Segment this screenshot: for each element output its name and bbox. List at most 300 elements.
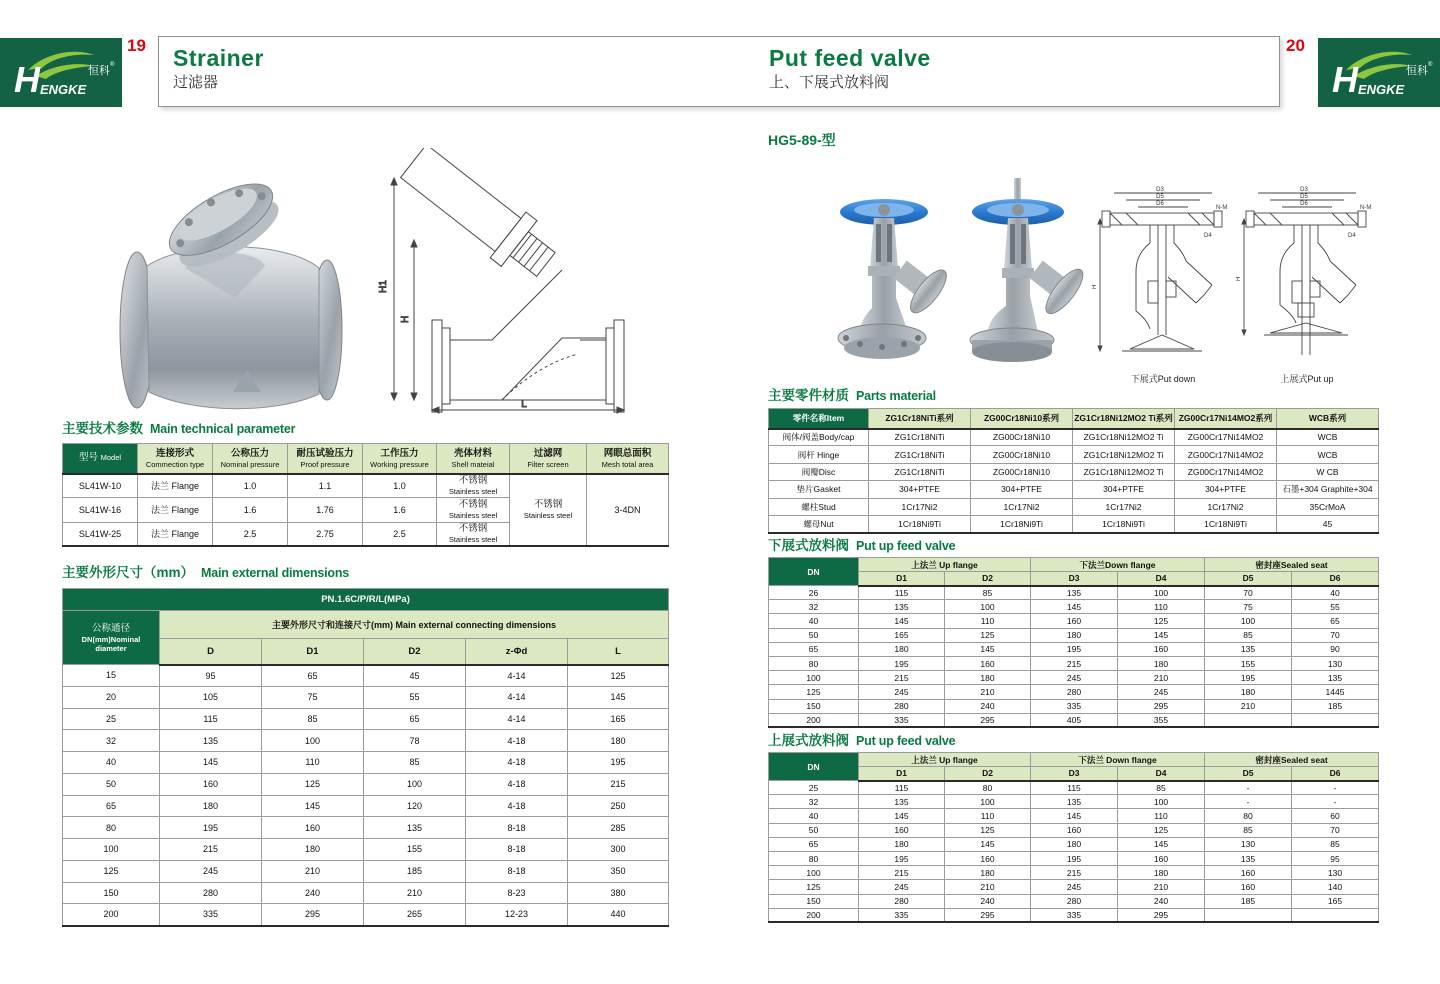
table-cell: 125: [945, 628, 1031, 642]
table-cell: 1Cr18Ni9Ti: [869, 515, 971, 532]
table-cell: 85: [364, 752, 466, 774]
table-cell: 4-14: [466, 686, 568, 708]
table-cell: ZG1Cr18NiTi: [869, 463, 971, 480]
svg-text:H: H: [1332, 59, 1358, 100]
section-title-zh: 下展式放料阀: [768, 538, 849, 553]
col-header-series-3: ZG1Cr18Ni12MO2 Ti系列: [1073, 409, 1175, 429]
table-cell: 160: [1031, 823, 1118, 837]
table-cell: 280: [859, 699, 945, 713]
cell-mesh-area: 3-4DN: [587, 474, 669, 547]
cell-working: 1.6: [363, 498, 437, 522]
left-page-title-group: [173, 45, 264, 93]
table-cell: [1292, 713, 1379, 727]
col-header-d3: D3: [1031, 767, 1118, 781]
svg-text:D6: D6: [1300, 201, 1308, 207]
group-header-down-flange: 下法兰 Down flange: [1031, 753, 1205, 767]
table-cell: 26: [769, 586, 859, 600]
col-header-filter-screen: 过滤网 Filter screen: [510, 444, 587, 474]
right-page-title-group: [769, 45, 931, 93]
col-header-series-4: ZG00Cr17Ni14MO2系列: [1175, 409, 1277, 429]
table-header-row: [769, 558, 1379, 572]
table-cell: 335: [859, 908, 945, 922]
table-cell: 335: [1031, 908, 1118, 922]
table-cell: 195: [1031, 642, 1118, 656]
valve-photo-down: [826, 190, 954, 380]
table-cell: 280: [1031, 685, 1118, 699]
table-row: [63, 817, 669, 839]
cell-proof: 1.1: [288, 474, 363, 498]
col-header-d5: D5: [1205, 572, 1292, 586]
col-header-series-1: ZG1Cr18NiTi系列: [869, 409, 971, 429]
cell-connection: 法兰 Flange: [138, 498, 213, 522]
table-cell: 1445: [1292, 685, 1379, 699]
table-subheader-row: [769, 767, 1379, 781]
section-title-en: Put up feed valve: [856, 539, 956, 553]
tech-params-table: [62, 443, 669, 547]
table-cell: 65: [262, 665, 364, 687]
table-cell: 245: [160, 860, 262, 882]
table-cell: -: [1205, 781, 1292, 795]
table-cell: WCB: [1277, 429, 1379, 446]
table-cell: 180: [1031, 837, 1118, 851]
table-cell: 195: [1031, 851, 1118, 865]
svg-text:H: H: [1092, 284, 1098, 289]
table-cell: 8-23: [466, 882, 568, 904]
table-cell: 265: [364, 904, 466, 926]
table-cell: 阀瓣Disc: [769, 463, 869, 480]
brand-logo-right: [1318, 38, 1440, 107]
drawing-caption-down: 下展式Put down: [1130, 374, 1196, 384]
parts-material-table: [768, 408, 1379, 534]
table-cell: 245: [1031, 880, 1118, 894]
col-header-d2: D2: [945, 767, 1031, 781]
table-cell: 4-14: [466, 665, 568, 687]
table-row: [769, 795, 1379, 809]
table-body: [769, 586, 1379, 728]
cell-model: SL41W-25: [63, 522, 138, 546]
table-cell: 1Cr17Ni2: [971, 498, 1073, 515]
table-cell: 阀杆 Hinge: [769, 446, 869, 463]
cell-proof: 2.75: [288, 522, 363, 546]
table-cell: 140: [1292, 880, 1379, 894]
svg-text:ENGKE: ENGKE: [1358, 82, 1405, 97]
table-cell: 75: [1205, 600, 1292, 614]
table-cell: 185: [1205, 894, 1292, 908]
table-cell: 185: [364, 860, 466, 882]
table-cell: 145: [945, 642, 1031, 656]
table-cell: 350: [568, 860, 669, 882]
table-cell: 20: [63, 686, 160, 708]
cell-filter-screen: 不锈钢 Stainless steel: [510, 474, 587, 547]
group-header-sealed-seat: 密封座Sealed seat: [1205, 753, 1379, 767]
table-cell: 35CrMoA: [1277, 498, 1379, 515]
table-cell: 80: [945, 781, 1031, 795]
table-row: [63, 882, 669, 904]
cell-model: SL41W-16: [63, 498, 138, 522]
table-cell: 100: [1118, 795, 1205, 809]
table-row: [769, 894, 1379, 908]
table-cell: ZG00Cr18Ni10: [971, 463, 1073, 480]
table-cell: 100: [364, 773, 466, 795]
table-cell: 65: [364, 708, 466, 730]
table-row: [63, 665, 669, 687]
col-header-d: D: [160, 639, 262, 665]
col-header-series-wcb: WCB系列: [1277, 409, 1379, 429]
table-cell: 160: [945, 851, 1031, 865]
table-cell: 240: [945, 894, 1031, 908]
table-cell: 380: [568, 882, 669, 904]
table-cell: 80: [1205, 809, 1292, 823]
table-cell: 40: [63, 752, 160, 774]
table-cell: 85: [1205, 628, 1292, 642]
table-cell: 195: [859, 656, 945, 670]
table-cell: 304+PTFE: [971, 481, 1073, 498]
table-cell: 垫片Gasket: [769, 481, 869, 498]
cell-connection: 法兰 Flange: [138, 474, 213, 498]
table-cell: ZG1Cr18Ni12MO2 Ti: [1073, 446, 1175, 463]
section-title-zh: 主要外形尺寸（mm）: [62, 565, 195, 580]
table-cell: 115: [1031, 781, 1118, 795]
cell-nominal: 1.0: [213, 474, 288, 498]
page-number-left: 19: [127, 36, 146, 55]
table-cell: 100: [63, 839, 160, 861]
col-header-nominal-pressure: 公称压力 Nominal pressure: [213, 444, 288, 474]
table-cell: [1205, 908, 1292, 922]
valve-drawing-down-icon: [1092, 185, 1234, 365]
table-cell: 150: [63, 882, 160, 904]
table-row: [63, 795, 669, 817]
table-cell: 295: [1118, 908, 1205, 922]
table-cell: 135: [1205, 642, 1292, 656]
table-cell: 295: [262, 904, 364, 926]
table-cell: 180: [160, 795, 262, 817]
table-cell: 135: [1031, 586, 1118, 600]
table-cell: 210: [1118, 880, 1205, 894]
svg-text:D4: D4: [1348, 233, 1356, 239]
table-row: [769, 699, 1379, 713]
col-header-mesh-area: 网眼总面积 Mesh total area: [587, 444, 669, 474]
table-cell: ZG1Cr18Ni12MO2 Ti: [1073, 463, 1175, 480]
table-cell: 130: [1292, 866, 1379, 880]
col-header-item: 零件名称Item: [769, 409, 869, 429]
table-cell: 180: [945, 671, 1031, 685]
table-cell: 210: [1118, 671, 1205, 685]
table-cell: 180: [1118, 866, 1205, 880]
table-cell: 4-14: [466, 708, 568, 730]
table-cell: 25: [769, 781, 859, 795]
table-cell: 240: [262, 882, 364, 904]
table-body: [769, 429, 1379, 533]
table-row: [769, 614, 1379, 628]
table-cell: 100: [769, 866, 859, 880]
section-title-zh: 主要零件材质: [768, 388, 849, 403]
svg-text:D4: D4: [1204, 233, 1212, 239]
table-cell: 115: [859, 781, 945, 795]
table-cell: 215: [1031, 656, 1118, 670]
table-cell: 165: [1292, 894, 1379, 908]
section-title-zh: 上展式放料阀: [768, 733, 849, 748]
table-cell: 165: [568, 708, 669, 730]
table-cell: 195: [160, 817, 262, 839]
table-cell: [1292, 908, 1379, 922]
table-cell: 160: [1205, 866, 1292, 880]
col-header-dn: DN: [769, 558, 859, 586]
table-row: [769, 446, 1379, 463]
dim-label-l: L: [521, 399, 527, 410]
table-cell: 70: [1205, 586, 1292, 600]
table-cell: 180: [1205, 685, 1292, 699]
group-header-connecting-dims: 主要外形尺寸和连接尺寸(mm) Main external connecting dimensions: [160, 611, 669, 639]
table-cell: 195: [1205, 671, 1292, 685]
table-cell: 210: [1205, 699, 1292, 713]
table-cell: 180: [859, 642, 945, 656]
table-row: [769, 837, 1379, 851]
down-feed-valve-table: [768, 557, 1379, 728]
table-cell: 1Cr17Ni2: [1073, 498, 1175, 515]
table-cell: 65: [63, 795, 160, 817]
table-row: [769, 685, 1379, 699]
table-cell: 180: [945, 866, 1031, 880]
table-cell: 15: [63, 665, 160, 687]
table-cell: 125: [769, 880, 859, 894]
table-cell: 304+PTFE: [1073, 481, 1175, 498]
table-cell: 195: [568, 752, 669, 774]
valve-drawing-down: [1092, 185, 1234, 385]
table-cell: 80: [769, 656, 859, 670]
table-cell: -: [1205, 795, 1292, 809]
table-cell: 300: [568, 839, 669, 861]
svg-text:N-M: N-M: [1216, 205, 1228, 211]
table-cell: 85: [262, 708, 364, 730]
cell-model: SL41W-10: [63, 474, 138, 498]
table-cell: 螺母Nut: [769, 515, 869, 532]
table-cell: 95: [1292, 851, 1379, 865]
table-row: [63, 839, 669, 861]
group-header-sealed-seat: 密封座Sealed seat: [1205, 558, 1379, 572]
section-title-en: Main external dimensions: [201, 566, 350, 580]
table-cell: 12-23: [466, 904, 568, 926]
table-cell: 180: [262, 839, 364, 861]
table-cell: 125: [63, 860, 160, 882]
strainer-photo-icon: [115, 148, 350, 416]
table-cell: 135: [859, 600, 945, 614]
table-cell: 304+PTFE: [1175, 481, 1277, 498]
table-row: [769, 463, 1379, 480]
table-cell: 135: [160, 730, 262, 752]
table-cell: 215: [160, 839, 262, 861]
table-cell: 105: [160, 686, 262, 708]
group-header-up-flange: 上法兰 Up flange: [859, 753, 1031, 767]
table-row: [769, 515, 1379, 532]
table-cell: 55: [1292, 600, 1379, 614]
table-cell: 145: [1118, 837, 1205, 851]
table-cell: 45: [1277, 515, 1379, 532]
table-row: [769, 498, 1379, 515]
table-header-row: [63, 444, 669, 474]
brand-logo-left: [0, 38, 122, 107]
valve-drawing-up-icon: [1236, 185, 1378, 365]
table-cell: 125: [568, 665, 669, 687]
section-title-up-valve: [768, 729, 955, 749]
table-cell: 245: [859, 880, 945, 894]
col-header-d5: D5: [1205, 767, 1292, 781]
table-cell: 110: [262, 752, 364, 774]
col-header-d3: D3: [1031, 572, 1118, 586]
pn-band-row: [63, 589, 669, 611]
table-cell: 100: [945, 600, 1031, 614]
table-row: [63, 474, 669, 498]
table-cell: 405: [1031, 713, 1118, 727]
table-row: [769, 866, 1379, 880]
table-cell: 160: [1118, 642, 1205, 656]
section-title-dimensions: [62, 561, 349, 581]
cell-working: 1.0: [363, 474, 437, 498]
title-box: [158, 36, 1280, 107]
table-cell: 90: [1292, 642, 1379, 656]
svg-text:D3: D3: [1156, 187, 1164, 193]
table-cell: 1Cr18Ni9Ti: [1073, 515, 1175, 532]
table-cell: 280: [160, 882, 262, 904]
page-subtitle-left: 过滤器: [173, 74, 219, 91]
strainer-photo: [115, 148, 350, 421]
table-cell: 4-18: [466, 752, 568, 774]
table-cell: 185: [1292, 699, 1379, 713]
section-title-en: Parts material: [856, 389, 936, 403]
table-row: [769, 600, 1379, 614]
table-cell: 40: [769, 809, 859, 823]
table-cell: 180: [568, 730, 669, 752]
svg-text:H: H: [1236, 276, 1242, 281]
table-row: [63, 773, 669, 795]
table-cell: 160: [859, 823, 945, 837]
drawing-caption-up: 上展式Put up: [1280, 374, 1334, 384]
table-cell: 100: [769, 671, 859, 685]
section-title-en: Main technical parameter: [150, 422, 296, 436]
table-cell: 65: [769, 837, 859, 851]
cell-shell: 不锈钢 Stainless steel: [437, 498, 510, 522]
table-row: [769, 656, 1379, 670]
col-header-l: L: [568, 639, 669, 665]
table-cell: 355: [1118, 713, 1205, 727]
table-cell: 335: [1031, 699, 1118, 713]
table-cell: 245: [1031, 671, 1118, 685]
table-cell: 210: [262, 860, 364, 882]
table-cell: 155: [1205, 656, 1292, 670]
col-header-d6: D6: [1292, 767, 1379, 781]
dim-label-h: H: [400, 315, 411, 323]
table-row: [63, 708, 669, 730]
col-header-d6: D6: [1292, 572, 1379, 586]
table-cell: 165: [859, 628, 945, 642]
table-cell: 215: [568, 773, 669, 795]
table-row: [63, 860, 669, 882]
cell-shell: 不锈钢 Stainless steel: [437, 474, 510, 498]
section-title-en: Put up feed valve: [856, 734, 956, 748]
table-row: [63, 686, 669, 708]
external-dimensions-table: [62, 588, 669, 927]
table-cell: 195: [859, 851, 945, 865]
valve-photo-up-icon: [950, 178, 1090, 375]
table-cell: 240: [1118, 894, 1205, 908]
table-cell: 120: [364, 795, 466, 817]
table-row: [769, 781, 1379, 795]
valve-photo-up: [950, 178, 1090, 380]
table-cell: ZG1Cr18Ni12MO2 Ti: [1073, 429, 1175, 446]
table-cell: 80: [63, 817, 160, 839]
table-cell: 215: [1031, 866, 1118, 880]
up-feed-valve-table: [768, 752, 1379, 923]
table-cell: 130: [1292, 656, 1379, 670]
table-cell: 160: [1205, 880, 1292, 894]
table-cell: 115: [160, 708, 262, 730]
table-cell: 160: [262, 817, 364, 839]
table-cell: 285: [568, 817, 669, 839]
table-row: [769, 809, 1379, 823]
table-cell: 145: [568, 686, 669, 708]
table-cell: 110: [1118, 600, 1205, 614]
col-header-model: 型号 Model: [63, 444, 138, 474]
table-cell: 210: [945, 880, 1031, 894]
table-cell: 145: [160, 752, 262, 774]
table-cell: 1Cr17Ni2: [869, 498, 971, 515]
cell-working: 2.5: [363, 522, 437, 546]
section-title-down-valve: [768, 534, 955, 554]
table-cell: 32: [63, 730, 160, 752]
col-header-d1: D1: [262, 639, 364, 665]
svg-text:N-M: N-M: [1360, 205, 1372, 211]
table-cell: 85: [1118, 781, 1205, 795]
table-cell: 280: [859, 894, 945, 908]
table-cell: 50: [63, 773, 160, 795]
table-row: [769, 713, 1379, 727]
table-row: [769, 671, 1379, 685]
page-title-right: Put feed valve: [769, 45, 931, 71]
table-cell: 200: [769, 713, 859, 727]
table-cell: 32: [769, 600, 859, 614]
table-cell: 125: [1118, 823, 1205, 837]
table-cell: [1205, 713, 1292, 727]
col-header-connection: 连接形式 Commection type: [138, 444, 213, 474]
table-cell: 160: [1118, 851, 1205, 865]
valve-photo-down-icon: [826, 190, 954, 375]
table-cell: 125: [945, 823, 1031, 837]
table-cell: 145: [1118, 628, 1205, 642]
table-body: [769, 781, 1379, 923]
svg-text:H: H: [14, 59, 40, 100]
table-cell: 335: [160, 904, 262, 926]
col-header-d1: D1: [859, 767, 945, 781]
table-cell: 40: [769, 614, 859, 628]
table-cell: 100: [1205, 614, 1292, 628]
hengke-logo-icon: [1318, 38, 1440, 107]
table-cell: 160: [1031, 614, 1118, 628]
col-header-d2: D2: [945, 572, 1031, 586]
table-cell: 215: [859, 866, 945, 880]
cell-nominal: 2.5: [213, 522, 288, 546]
table-cell: 145: [945, 837, 1031, 851]
table-cell: 85: [1292, 837, 1379, 851]
table-row: [63, 752, 669, 774]
svg-text:D5: D5: [1156, 194, 1164, 200]
model-label: HG5-89-型: [768, 132, 836, 148]
table-cell: -: [1292, 795, 1379, 809]
table-body: [63, 665, 669, 926]
table-cell: 4-18: [466, 773, 568, 795]
table-row: [769, 880, 1379, 894]
section-title-tech: [62, 417, 295, 437]
dim-label-h1: H1: [378, 280, 389, 293]
table-subheader-row: [769, 572, 1379, 586]
